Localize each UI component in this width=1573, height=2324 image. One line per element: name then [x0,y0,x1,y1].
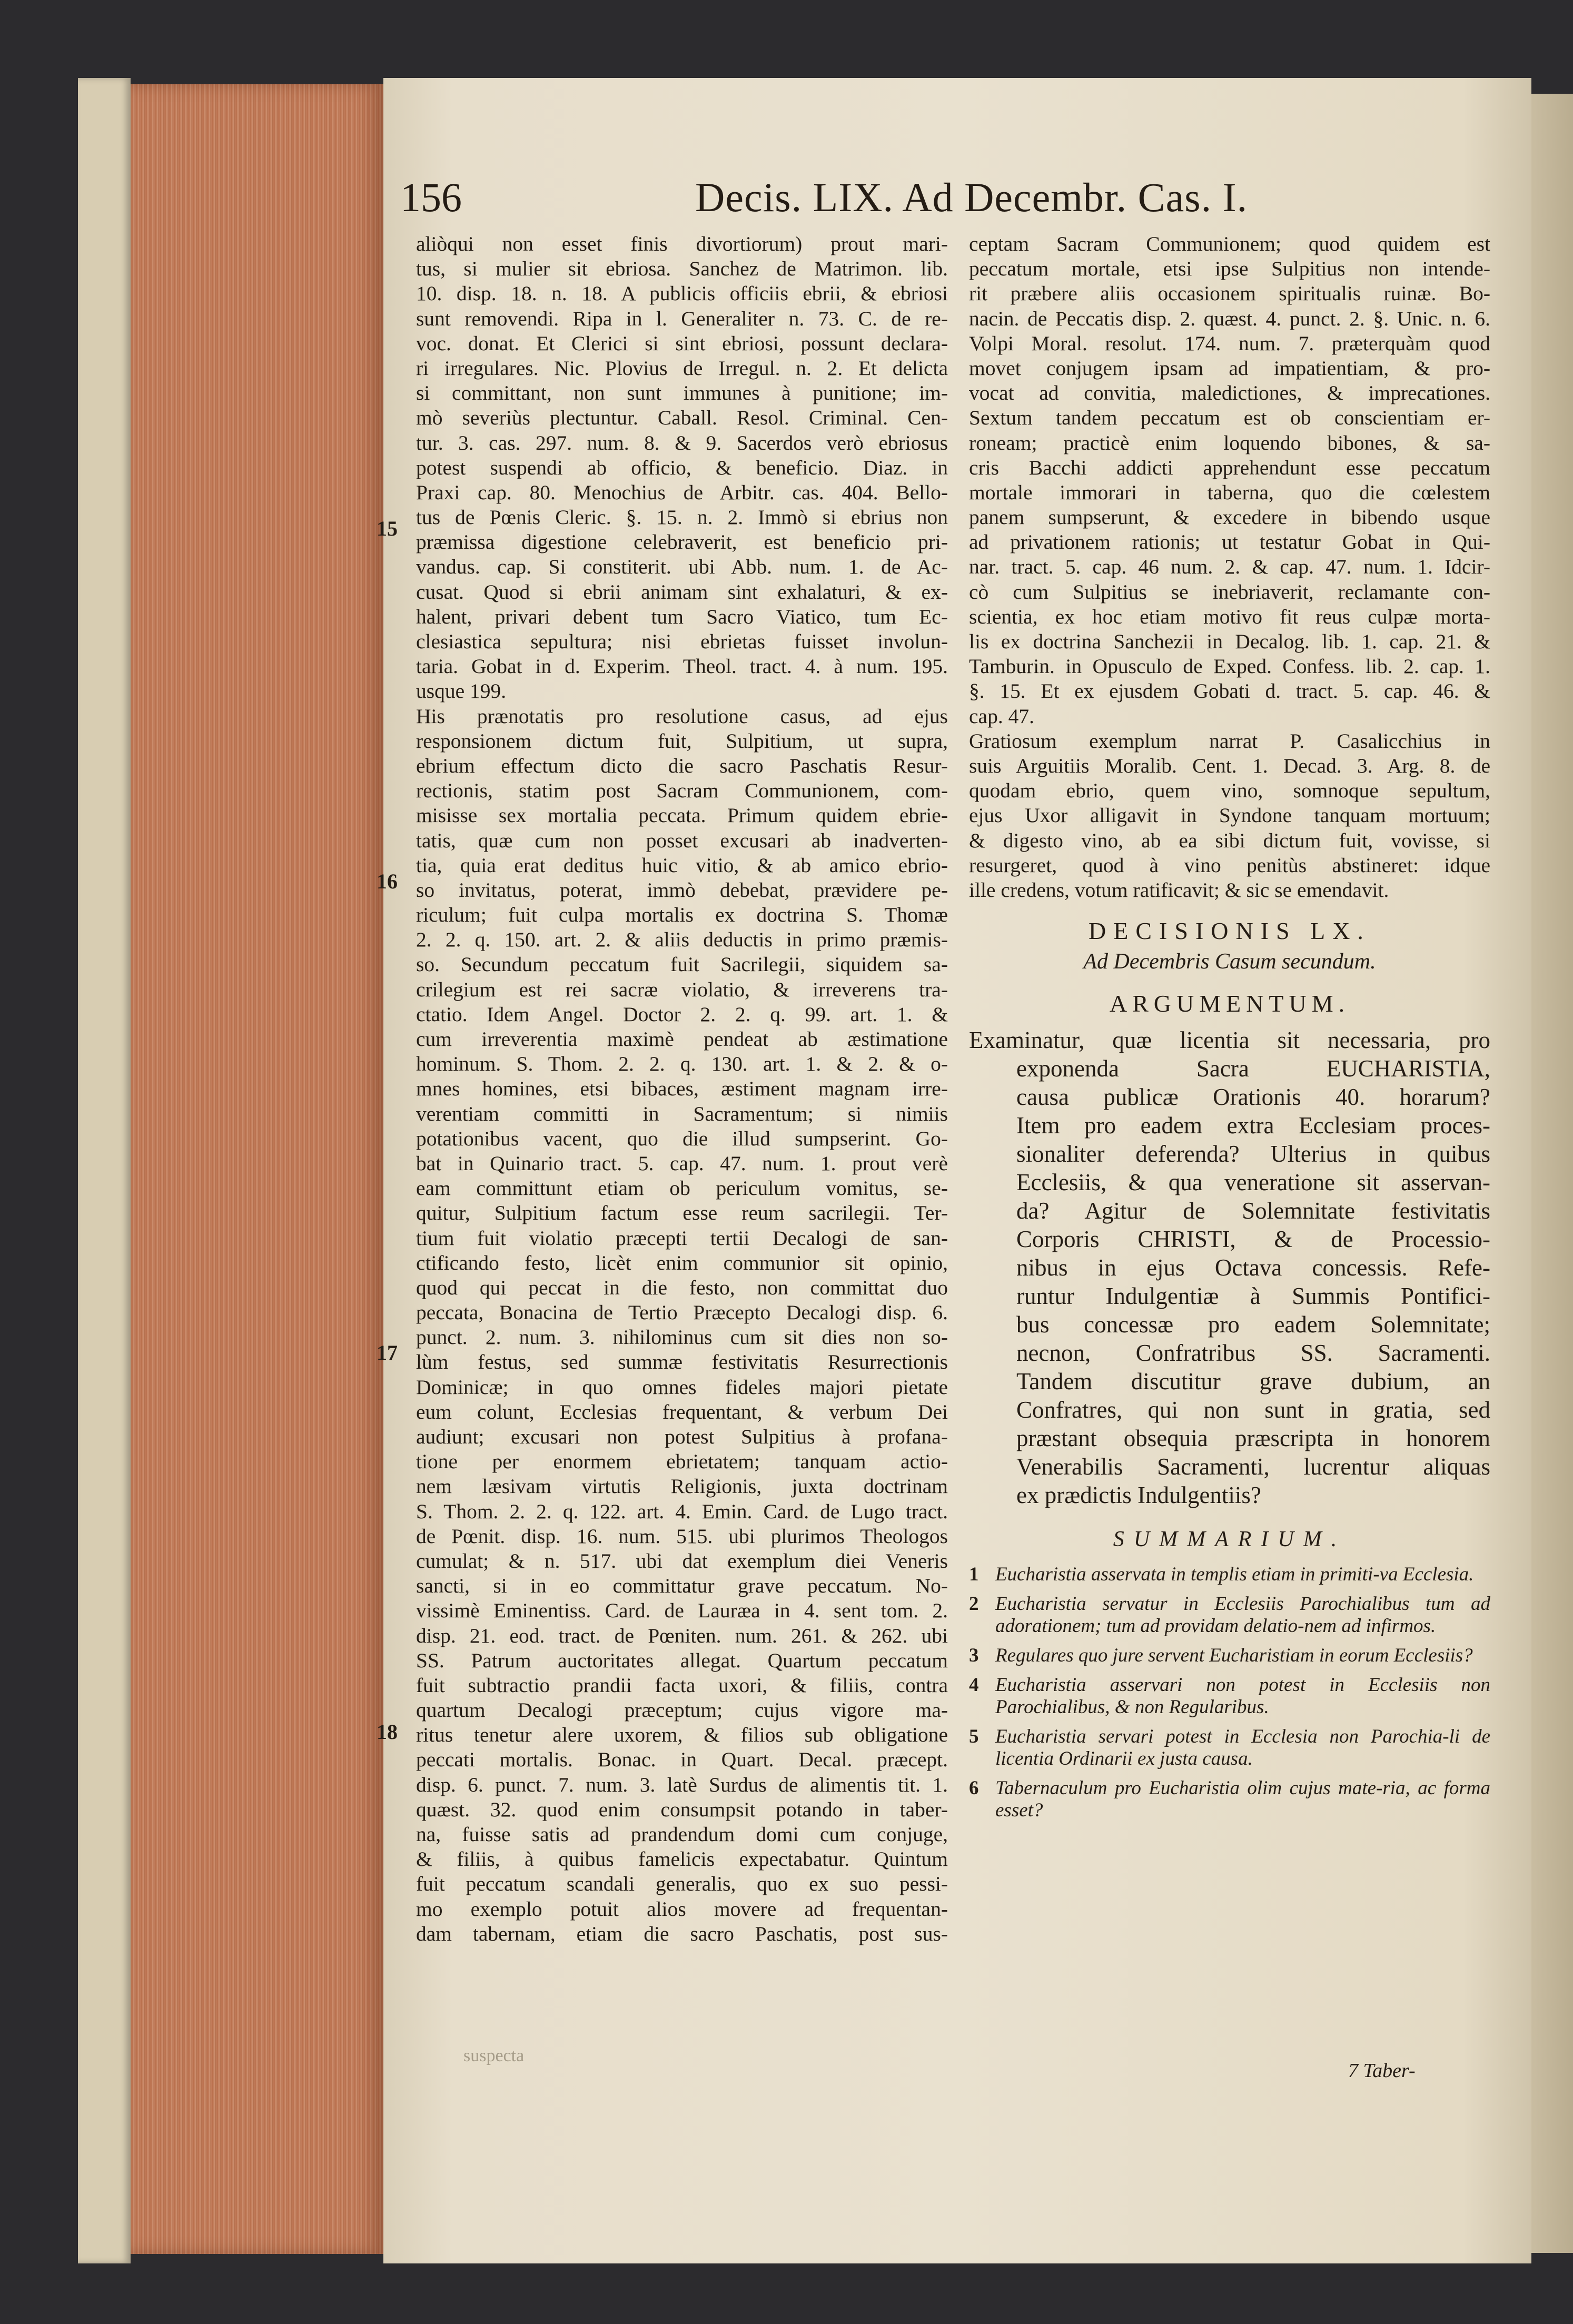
text-line: cap. 47. [969,704,1034,728]
text-line: cum irreverentia maximè pendeat ab æstimatione [416,1027,948,1051]
text-line: runtur Indulgentiæ à Summis Pontifici- [1016,1282,1490,1309]
text-line: sionaliter deferenda? Ulterius in quibus [1016,1140,1490,1167]
text-line: ri irregulares. Nic. Plovius de Irregul. n. 2. Et delicta [416,356,948,380]
text-line: bat in Quinario tract. 5. cap. 47. num. 1. prout verè [416,1151,948,1175]
text-line: ctatio. Idem Angel. Doctor 2. 2. q. 99. art. 1. & [416,1002,948,1026]
text-line: misisse sex mortalia peccata. Primum quidem ebrie- [416,804,948,827]
text-line: disp. 6. punct. 7. num. 3. latè Surdus de alimentis tit. 1. [416,1773,948,1796]
text-line: lùm festus, sed summæ festivitatis Resurrectionis [416,1350,948,1374]
text-line: lis ex doctrina Sanchezii in Decalog. lib. 1. cap. 21. & [969,630,1490,653]
summary-item-number: 4 [969,1674,979,1696]
text-line: si committant, non sunt immunes à punitione; im- [416,381,948,405]
summary-item [969,1726,1490,1770]
text-line: dam tabernam, etiam die sacro Paschatis, post sus- [416,1922,948,1945]
summary-item-text: Eucharistia servatur in Ecclesiis Parochialibus tum ad adorationem; tum ad providam delatio-nem ad infirmos. [995,1593,1490,1637]
left-text-column [416,232,948,1946]
text-line: mnes homines, etsi bibaces, æstiment magnam irre- [416,1077,948,1101]
text-line: tium fuit violatio præcepti tertii Decalogi de san- [416,1226,948,1250]
text-line: responsionem dictum fuit, Sulpitium, ut supra, [416,729,948,753]
text-line: cris Bacchi addicti apprehendunt esse peccatum [969,456,1490,479]
summary-item-text: Eucharistia asservari non potest in Ecclesiis non Parochialibus, & non Regularibus. [995,1674,1490,1718]
text-line: voc. donat. Et Clerici si sint ebriosi, possunt declara- [416,331,948,355]
text-line: vocat ad convitia, maledictiones, & imprecationes. [969,381,1490,405]
argument-text [969,1026,1490,1509]
margin-number: 17 [377,1341,398,1364]
text-line: Praxi cap. 80. Menochius de Arbitr. cas. 404. Bello- [416,480,948,504]
margin-number: 16 [377,869,398,893]
summary-list [969,1564,1490,1822]
text-line: tus, si mulier sit ebriosa. Sanchez de Matrimon. lib. [416,257,948,281]
text-line: crilegium est rei sacræ violatio, & irreverens tra- [416,977,948,1001]
text-line: mo exemplo potuit alios movere ad frequentan- [416,1897,948,1921]
text-line: clesiastica sepultura; nisi ebrietas fuisset involun- [416,630,948,653]
text-line: exponenda Sacra EUCHARISTIA, [1016,1055,1490,1082]
summary-item [969,1564,1490,1586]
text-line: resurgeret, quod à vino penitùs abstineret: idque [969,853,1490,877]
text-line: & digesto vino, ab ea sibi dictum fuit, vovisse, si [969,828,1490,852]
text-line: Volpi Moral. resolut. 174. num. 7. præterquàm quod [969,331,1490,355]
text-line: punct. 2. num. 3. nihilominus cum sit dies non so- [416,1326,948,1349]
text-line: ebrium effectum dicto die sacro Paschatis Resur- [416,754,948,777]
text-line: His prænotatis pro resolutione casus, ad ejus [416,704,948,728]
text-line: nar. tract. 5. cap. 46 num. 2. & cap. 47. num. 1. Idcir- [969,555,1490,579]
text-line: quodam ebrio, quem vino, somnoque sepultum, [969,779,1490,803]
text-line: ritus tenetur alere uxorem, & filios sub obligatione [416,1723,948,1747]
text-line: quitur, Sulpitium factum esse reum sacrilegii. Ter- [416,1201,948,1225]
text-line: cumulat; & n. 517. ubi dat exemplum diei Veneris [416,1549,948,1573]
text-line: sancti, si in eo committatur grave peccatum. No- [416,1574,948,1598]
text-line: tur. 3. cas. 297. num. 8. & 9. Sacerdos verò ebriosus [416,431,948,454]
text-line: Confratres, qui non sunt in gratia, sed [1016,1396,1490,1423]
text-line: ex prædictis Indulgentiis? [1016,1481,1261,1508]
right-body-text [969,232,1490,903]
bleed-through-text: suspecta [463,2046,525,2065]
text-line: audiunt; excusari non potest Sulpitius à profana- [416,1425,948,1448]
summary-item-number: 1 [969,1563,979,1585]
text-line: præstant obsequia præscripta in honorem [1016,1425,1490,1451]
text-line: S. Thom. 2. 2. q. 122. art. 4. Emin. Card. de Lugo tract. [416,1499,948,1523]
text-line: §. 15. Et ex ejusdem Gobati d. tract. 5. cap. 46. & [969,679,1490,703]
text-line: rit præbere aliis occasionem spiritualis ruinæ. Bo- [969,282,1490,305]
text-line: 2. 2. q. 150. art. 2. & aliis deductis in primo præmis- [416,928,948,952]
summary-title: SUMMARIUM. [1113,1527,1347,1551]
text-line: cusat. Quod si ebrii animam sint exhalaturi, & ex- [416,580,948,604]
right-text-column [969,232,1490,1829]
text-line: potest suspendi ab officio, & beneficio. Diaz. in [416,456,948,479]
text-line: roneam; practicè enim loquendo bibones, & sa- [969,431,1490,454]
running-head: Decis. LIX. Ad Decembr. Cas. I. [695,174,1248,220]
page-fore-edge [131,84,383,2254]
summary-item [969,1777,1490,1822]
text-line: ejus Uxor alligavit in Syndone tanquam mortuum; [969,804,1490,827]
text-line: aliòqui non esset finis divortiorum) prout mari- [416,232,948,255]
text-line: rectionis, statim post Sacram Communionem, com- [416,779,948,803]
text-line: tione per enormem ebrietatem; tanquam actio- [416,1450,948,1473]
text-line: taria. Gobat in d. Experim. Theol. tract. 4. à num. 195. [416,655,948,678]
text-line: peccata, Bonacina de Tertio Præcepto Decalogi disp. 6. [416,1301,948,1324]
text-line: SS. Patrum auctoritates allegat. Quartum peccatum [416,1648,948,1672]
summary-item-text: Eucharistia servari potest in Ecclesia non Parochia-li de licentia Ordinarii ex justa causa. [995,1725,1490,1769]
text-line: da? Agitur de Solemnitate festivitatis [1016,1197,1490,1224]
text-line: de Pœnit. disp. 16. num. 515. ubi plurimos Theologos [416,1524,948,1548]
text-line: usque 199. [416,679,507,703]
text-line: fuit subtractio prandii facta uxori, & filiis, contra [416,1673,948,1697]
catchword: 7 Taber- [1348,2060,1416,2082]
text-line: cò cum Sulpitius se inebriaverit, reclamante con- [969,580,1490,604]
text-line: potationibus vacent, quo die illud sumpserint. Go- [416,1126,948,1150]
summary-item-number: 6 [969,1777,979,1799]
text-line: Gratiosum exemplum narrat P. Casalicchius in [969,729,1490,753]
text-line: so. Secundum peccatum fuit Sacrilegii, siquidem sa- [416,953,948,976]
text-line: eam committunt etiam ob periculum vomitus, se- [416,1176,948,1200]
text-line: sunt removendi. Ripa in l. Generaliter n. 73. C. de re- [416,306,948,330]
summary-item-text: Tabernaculum pro Eucharistia olim cujus mate-ria, ac forma esset? [995,1777,1490,1821]
text-line: vandus. cap. Si constiterit. ubi Abb. num. 1. de Ac- [416,555,948,579]
text-line: bus concessæ pro eadem Solemnitate; [1016,1311,1490,1338]
text-line: ctificando festo, licèt enim communior sit opinio, [416,1251,948,1274]
text-line: na, fuisse satis ad prandendum domi cum conjuge, [416,1823,948,1846]
text-line: mò severiùs plectuntur. Caball. Resol. Criminal. Cen- [416,406,948,430]
text-line: Tamburin. in Opusculo de Exped. Confess. lib. 2. cap. 1. [969,655,1490,678]
text-line: vissimè Eminentiss. Card. de Lauræa in 4. sent tom. 2. [416,1599,948,1623]
text-line: tatis, quæ cum non posset excusari ab inadverten- [416,828,948,852]
text-line: tus de Pœnis Cleric. §. 15. n. 2. Immò si ebrius non [416,506,948,529]
summary-item-text: Eucharistia asservata in templis etiam in primiti-va Ecclesia. [995,1563,1474,1585]
text-line: Item pro eadem extra Ecclesiam proces- [1016,1112,1490,1139]
section-subtitle: Ad Decembris Casum secundum. [1083,950,1376,974]
page-number: 156 [400,174,462,220]
text-line: quæst. 32. quod enim consumpsit potando in taber- [416,1797,948,1821]
text-line: eum colunt, Ecclesias frequentant, & verbum Dei [416,1400,948,1423]
summary-item [969,1645,1490,1667]
text-line: panem sumpserunt, & excedere in bibendo usque [969,506,1490,529]
section-title: DECISIONIS LX. [1089,917,1371,945]
summary-item-number: 2 [969,1593,979,1615]
text-line: peccati mortalis. Bonac. in Quart. Decal. præcept. [416,1748,948,1772]
page-header [400,174,1432,232]
book-cover-edge [78,78,131,2263]
text-line: nibus in ejus Octava concessis. Refe- [1016,1254,1490,1281]
text-line: Dominicæ; in quo omnes fideles majori pietate [416,1375,948,1399]
text-line: movet conjugem ipsam ad impatientiam, & pro- [969,356,1490,380]
summary-item [969,1674,1490,1718]
text-line: fuit peccatum scandali generalis, quo ex suo pessi- [416,1872,948,1896]
text-line: tia, quia erat deditus huic vitio, & ab amico ebrio- [416,853,948,877]
text-line: præmissa digestione celebraverit, est beneficio pri- [416,530,948,554]
text-line: ille credens, votum ratificavit; & sic se emendavit. [969,878,1389,902]
facing-page-edge [1526,94,1573,2253]
text-line: riculum; fuit culpa mortalis ex doctrina S. Thomæ [416,903,948,927]
summary-item-text: Regulares quo jure servent Eucharistiam in eorum Ecclesiis? [995,1644,1473,1666]
summary-item [969,1593,1490,1637]
text-line: peccatum mortale, etsi ipse Sulpitius non intende- [969,257,1490,281]
text-line: disp. 21. eod. tract. de Pœniten. num. 261. & 262. ubi [416,1624,948,1647]
text-line: 10. disp. 18. n. 18. A publicis officiis ebrii, & ebriosi [416,282,948,305]
text-line: hominum. S. Thom. 2. 2. q. 130. art. 1. & 2. & o- [416,1052,948,1076]
text-line: causa publicæ Orationis 40. horarum? [1016,1083,1490,1110]
argument-title: ARGUMENTUM. [1109,990,1350,1017]
text-line: Ecclesiis, & qua veneratione sit asservan- [1016,1169,1490,1195]
margin-number: 18 [377,1720,398,1744]
text-line: so invitatus, poterat, immò debebat, prævidere pe- [416,878,948,902]
text-line: Tandem discutitur grave dubium, an [1016,1368,1490,1395]
text-line: nacin. de Peccatis disp. 2. quæst. 4. punct. 2. §. Unic. n. 6. [969,306,1490,330]
summary-item-number: 3 [969,1644,979,1666]
text-line: quartum Decalogi præceptum; cujus vigore ma- [416,1698,948,1722]
text-line: Venerabilis Sacramenti, lucrentur aliquas [1016,1453,1490,1480]
text-line: Sextum tandem peccatum est ob conscientiam er- [969,406,1490,430]
text-line: quod qui peccat in die festo, non committat duo [416,1275,948,1299]
text-line: & filiis, à quibus famelicis expectabatur. Quintum [416,1847,948,1871]
text-line: ceptam Sacram Communionem; quod quidem est [969,232,1490,255]
summary-item-number: 5 [969,1725,979,1747]
text-line: scientia, ex hoc etiam motivo fit reus culpæ morta- [969,605,1490,628]
text-line: Corporis CHRISTI, & de Processio- [1016,1225,1490,1252]
text-line: necnon, Confratribus SS. Sacramenti. [1016,1339,1490,1366]
text-line: verentiam committi in Sacramentum; si nimiis [416,1102,948,1125]
text-line: Examinatur, quæ licentia sit necessaria, pro [969,1026,1490,1053]
text-line: suis Arguitiis Moralib. Cent. 1. Decad. 3. Arg. 8. de [969,754,1490,777]
text-line: halent, privari debent tum Sacro Viatico, tum Ec- [416,605,948,628]
text-line: nem læsivam virtutis Religionis, juxta doctrinam [416,1475,948,1498]
text-line: mortale immorari in taberna, quo die cœlestem [969,480,1490,504]
margin-number: 15 [377,517,398,540]
text-line: ad privationem rationis; ut testatur Gobat in Qui- [969,530,1490,554]
